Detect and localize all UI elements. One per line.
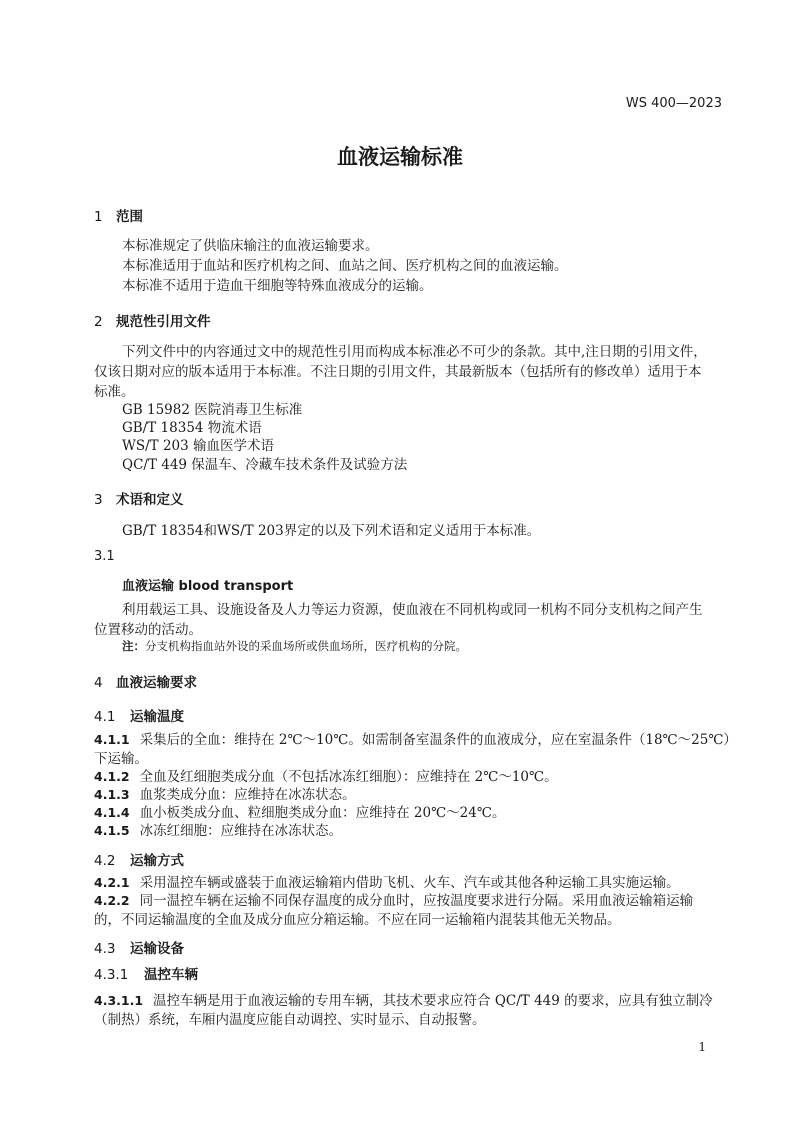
clause-text: 冰冻红细胞：应维持在冰冻状态。: [139, 823, 343, 839]
subsection-number: 4.3: [94, 941, 116, 957]
subsection-title: 温控车辆: [144, 967, 198, 983]
clause-text: 采集后的全血：维持在 2℃～10℃。如需制备室温条件的血液成分，应在室温条件（18℃～25℃）: [139, 732, 737, 748]
section-title: 血液运输要求: [116, 675, 197, 691]
clause-number: 4.1.4: [94, 805, 130, 820]
subsection-4-2-heading: [94, 849, 184, 869]
clause-text: 血浆类成分血：应维持在冰冻状态。: [139, 787, 356, 803]
references-intro-line-3: 标准。: [94, 384, 135, 400]
references-intro-line-1: 下列文件中的内容通过文中的规范性引用而构成本标准必不可少的条款。其中,注日期的引用文件，: [122, 344, 707, 360]
clause-4-3-1-1: [94, 991, 713, 1011]
terms-intro: GB/T 18354和WS/T 203界定的以及下列术语和定义适用于本标准。: [122, 523, 541, 539]
subsection-title: 运输设备: [130, 941, 184, 957]
term-note: [122, 638, 467, 654]
term-definition-line-2: 位置移动的活动。: [94, 622, 202, 638]
clause-4-2-1: [94, 873, 680, 893]
section-2-heading: [94, 310, 211, 330]
clause-number: 4.1.5: [94, 823, 130, 838]
scope-para-3: 本标准不适用于造血干细胞等特殊血液成分的运输。: [122, 278, 433, 294]
clause-text: 同一温控车辆在运输不同保存温度的成分血时，应按温度要求进行分隔。采用血液运输箱运输: [139, 893, 694, 909]
section-4-heading: [94, 671, 197, 691]
clause-number: 4.2.2: [94, 893, 130, 908]
section-title: 术语和定义: [116, 492, 184, 508]
subsection-title: 运输温度: [130, 709, 184, 725]
clause-4-1-5: [94, 821, 342, 841]
section-title: 范围: [116, 209, 143, 225]
subsection-number: 4.1: [94, 709, 116, 725]
clause-number: 4.2.1: [94, 875, 130, 890]
reference-item: GB/T 18354 物流术语: [122, 420, 262, 436]
clause-number: 4.1.3: [94, 787, 130, 802]
section-1-heading: [94, 205, 143, 225]
clause-4-1-1-cont: 下运输。: [94, 751, 148, 767]
subsection-number: 4.2: [94, 853, 116, 869]
clause-text: 温控车辆是用于血液运输的专用车辆，其技术要求应符合 QC/T 449 的要求，应具有独立制冷: [153, 993, 713, 1009]
term-definition-line-1: 利用载运工具、设施设备及人力等运力资源，使血液在不同机构或同一机构不同分支机构之间产生: [122, 602, 703, 618]
note-label: 注：: [122, 639, 145, 653]
clause-4-3-1-1-cont: （制热）系统，车厢内温度应能自动调控、实时显示、自动报警。: [94, 1012, 486, 1028]
scope-para-1: 本标准规定了供临床输注的血液运输要求。: [122, 238, 379, 254]
section-number: 3: [94, 492, 103, 508]
term-heading: 血液运输 blood transport: [122, 579, 294, 594]
clause-text: 全血及红细胞类成分血（不包括冰冻红细胞）：应维持在 2℃～10℃。: [139, 769, 558, 785]
document-number: WS 400—2023: [625, 96, 722, 111]
subsection-4-1-heading: [94, 705, 184, 725]
clause-4-1-2: [94, 767, 558, 787]
document-title: 血液运输标准: [337, 145, 463, 169]
references-intro-line-2: 仅该日期对应的版本适用于本标准。不注日期的引用文件，其最新版本（包括所有的修改单）适用于本: [94, 364, 702, 380]
clause-number: 4.1.1: [94, 732, 130, 747]
scope-para-2: 本标准适用于血站和医疗机构之间、血站之间、医疗机构之间的血液运输。: [122, 258, 568, 274]
term-entry-number: 3.1: [94, 549, 115, 564]
clause-4-1-1: [94, 730, 737, 750]
clause-text: 采用温控车辆或盛装于血液运输箱内借助飞机、火车、汽车或其他各种运输工具实施运输。: [139, 875, 680, 891]
section-number: 1: [94, 209, 103, 225]
note-text: 分支机构指血站外设的采血场所或供血场所，医疗机构的分院。: [145, 639, 467, 653]
section-number: 2: [94, 314, 103, 330]
clause-4-1-4: [94, 803, 505, 823]
section-number: 4: [94, 675, 103, 691]
reference-item: QC/T 449 保温车、冷藏车技术条件及试验方法: [122, 457, 408, 473]
clause-4-2-2: [94, 891, 693, 911]
clause-number: 4.3.1.1: [94, 993, 144, 1008]
clause-4-1-3: [94, 785, 356, 805]
page-number: 1: [698, 1040, 706, 1054]
section-title: 规范性引用文件: [116, 314, 211, 330]
reference-item: GB 15982 医院消毒卫生标准: [122, 402, 303, 418]
subsection-title: 运输方式: [130, 853, 184, 869]
subsection-4-3-1-heading: [94, 963, 198, 983]
clause-4-2-2-cont: 的，不同运输温度的全血及成分血应分箱运输。不应在同一运输箱内混装其他无关物品。: [94, 912, 621, 928]
section-3-heading: [94, 488, 184, 508]
clause-text: 血小板类成分血、粒细胞类成分血：应维持在 20℃～24℃。: [139, 805, 506, 821]
subsection-4-3-heading: [94, 937, 184, 957]
subsection-number: 4.3.1: [94, 967, 129, 983]
clause-number: 4.1.2: [94, 769, 130, 784]
reference-item: WS/T 203 输血医学术语: [122, 438, 275, 454]
